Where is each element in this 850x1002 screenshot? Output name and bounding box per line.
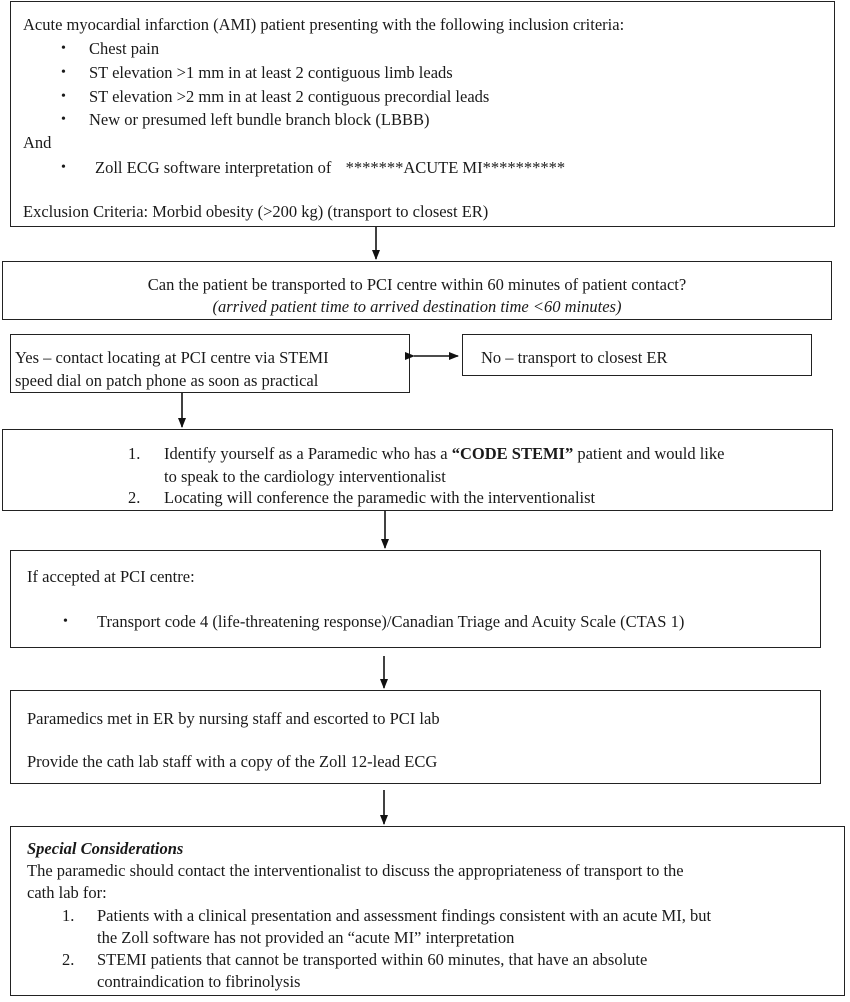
- yes-line-2: speed dial on patch phone as soon as practical: [15, 371, 319, 390]
- item-number: 1.: [62, 906, 75, 925]
- special-item-1-line-2: the Zoll software has not provided an “acute MI” interpretation: [97, 928, 515, 947]
- exclusion-criteria: Exclusion Criteria: Morbid obesity (>200 kg) (transport to closest ER): [23, 202, 489, 221]
- step-1-post: patient and would like: [577, 444, 725, 463]
- special-item-2-line-2: contraindication to fibrinolysis: [97, 972, 301, 991]
- transport-question-note: (arrived patient time to arrived destination time <60 minutes): [212, 297, 622, 316]
- criteria-label: Chest pain: [89, 39, 160, 58]
- bullet-icon: •: [61, 112, 66, 127]
- er-escort-line-2: Provide the cath lab staff with a copy of the Zoll 12-lead ECG: [27, 752, 438, 771]
- special-considerations-title: Special Considerations: [27, 839, 184, 858]
- bullet-icon: •: [63, 614, 68, 629]
- step-number: 2.: [128, 488, 141, 507]
- inclusion-intro: Acute myocardial infarction (AMI) patient presenting with the following inclusion criteria:: [23, 15, 625, 34]
- code-stemi-label: “CODE STEMI”: [451, 444, 574, 463]
- item-number: 2.: [62, 950, 75, 969]
- accepted-title: If accepted at PCI centre:: [27, 567, 195, 586]
- yes-line-1: Yes – contact locating at PCI centre via STEMI: [15, 348, 329, 367]
- bullet-icon: •: [61, 89, 66, 104]
- special-intro-1: The paramedic should contact the interventionalist to discuss the appropriateness of transport to the: [27, 861, 684, 880]
- step-2: Locating will conference the paramedic with the interventionalist: [164, 488, 596, 507]
- bullet-icon: •: [61, 65, 66, 80]
- special-item-2: STEMI patients that cannot be transported within 60 minutes, that have an absolute: [97, 950, 648, 969]
- step-number: 1.: [128, 444, 141, 463]
- and-label: And: [23, 133, 52, 152]
- criteria-label: ST elevation >1 mm in at least 2 contiguous limb leads: [89, 63, 453, 82]
- zoll-label: Zoll ECG software interpretation of: [95, 158, 332, 177]
- transport-question: Can the patient be transported to PCI centre within 60 minutes of patient contact?: [147, 275, 687, 294]
- bullet-icon: •: [61, 160, 66, 175]
- criteria-label: ST elevation >2 mm in at least 2 contiguous precordial leads: [89, 87, 490, 106]
- er-escort-line-1: Paramedics met in ER by nursing staff and escorted to PCI lab: [27, 709, 440, 728]
- criteria-label: New or presumed left bundle branch block (LBBB): [89, 110, 430, 129]
- transport-code-label: Transport code 4 (life-threatening response)/Canadian Triage and Acuity Scale (CTAS 1): [97, 612, 685, 631]
- step-1-pre: Identify yourself as a Paramedic who has a: [164, 444, 448, 463]
- special-item-1: Patients with a clinical presentation and assessment findings consistent with an acute MI, but: [97, 906, 712, 925]
- special-intro-2: cath lab for:: [27, 883, 107, 902]
- no-text: No – transport to closest ER: [481, 348, 668, 367]
- zoll-code: *******ACUTE MI**********: [345, 158, 566, 177]
- bullet-icon: •: [61, 41, 66, 56]
- step-1-line-2: to speak to the cardiology interventionalist: [164, 467, 446, 486]
